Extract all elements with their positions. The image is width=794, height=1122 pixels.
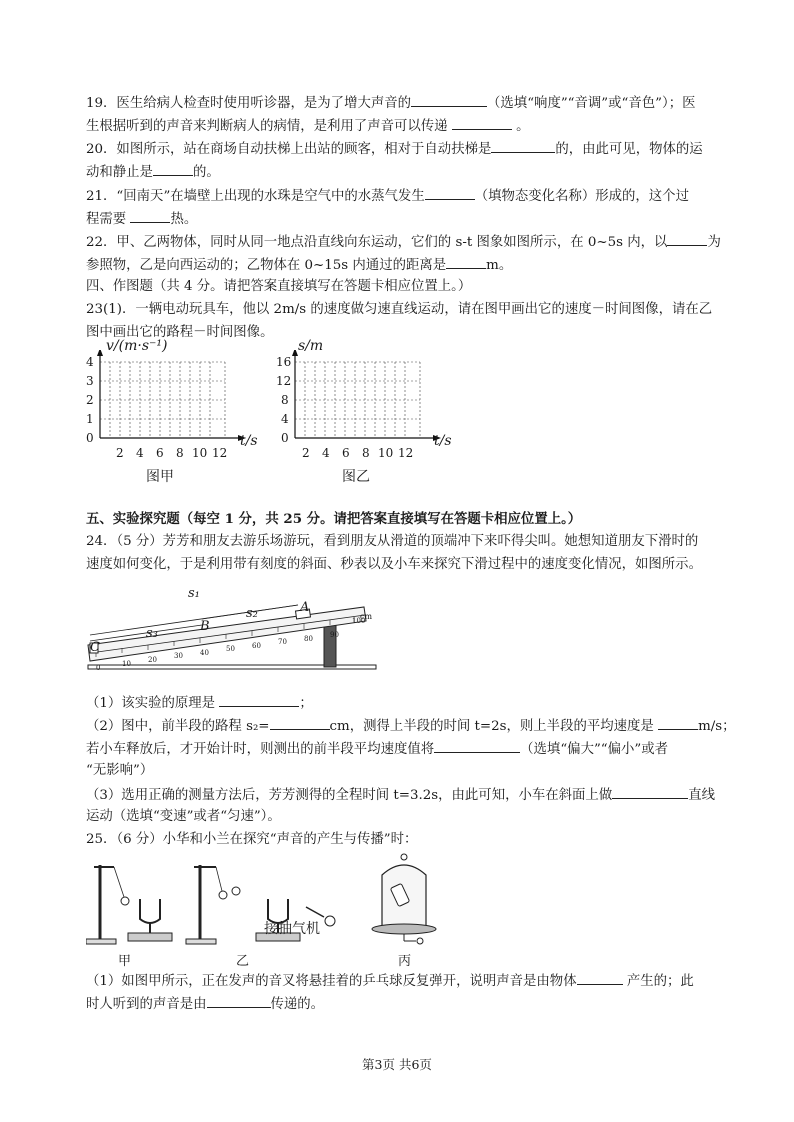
q22-line2: 参照物，乙是向西运动的；乙物体在 0~15s 内通过的距离是 m。 (86, 254, 726, 276)
q24-sub3-line2: 运动（选填“变速”或者“匀速”）。 (86, 809, 281, 824)
q24-line2: 速度如何变化，于是利用带有刻度的斜面、秒表以及小车来探究下滑过程中的速度变化情况，如图所示。 (86, 557, 702, 572)
scale-mark: 100 (352, 617, 366, 625)
ytick: 4 (86, 355, 94, 369)
q24-sub1: （1）该实验的原理是 ； (86, 692, 726, 714)
xtick: 12 (398, 446, 414, 460)
q25-sub1-line1: （1）如图甲所示，正在发声的音叉将悬挂着的乒乓球反复弹开，说明声音是由物体 产生的；此 (86, 970, 726, 992)
q24-sub3-line1: （3）选用正确的测量方法后，芳芳测得的全程时间 t=3.2s，由此可知，小车在斜面上做 直线 (86, 784, 726, 806)
q19-line2: 生根据听到的声音来判断病人的病情，是利用了声音可以传递 。 (86, 115, 726, 137)
q20-line2: 动和静止是 的。 (86, 161, 726, 183)
xtick: 8 (176, 446, 184, 460)
ytick: 8 (281, 393, 289, 407)
xtick: 10 (378, 446, 394, 460)
q20-line1: 20．如图所示，站在商场自动扶梯上出站的顾客，相对于自动扶梯是 的，由此可见，物体的运 (86, 138, 726, 160)
ytick: 0 (281, 431, 289, 445)
q24-line1: 24．（5 分）芳芳和朋友去游乐场游玩，看到朋友从滑道的顶端冲下来吓得尖叫。她想知道朋友下滑时的 (86, 534, 699, 549)
pump-label: 接抽气机 (264, 921, 320, 937)
scale-mark: 30 (174, 652, 183, 660)
answer-blank[interactable] (658, 715, 698, 730)
q25-intro: 25．（6 分）小华和小兰在探究“声音的产生与传播”时： (86, 832, 418, 847)
ytick: 3 (86, 374, 94, 388)
q19-line1: 19．医生给病人检查时使用听诊器，是为了增大声音的 （选填“响度”“音调”或“音色”）；医 (86, 92, 726, 114)
q21-line2: 程需要 热。 (86, 208, 726, 230)
label-C: C (90, 640, 100, 655)
ytick: 12 (276, 374, 292, 388)
xtick: 4 (322, 446, 330, 460)
scale-mark: 80 (304, 635, 313, 643)
q24-sub2-line3: “无影响”） (86, 763, 154, 778)
q21-line1: 21．“回南天”在墙壁上出现的水珠是空气中的水蒸气发生 （填物态变化名称）形成的，这个过 (86, 185, 726, 207)
graph-s-xlabel: t/s (434, 433, 452, 449)
answer-blank[interactable] (411, 92, 487, 107)
xtick: 6 (156, 446, 164, 460)
answer-blank[interactable] (425, 185, 475, 200)
scale-mark: 0 (96, 664, 101, 672)
scale-mark: 90 (330, 631, 339, 639)
section-4-heading: 四、作图题（共 4 分。请把答案直接填写在答题卡相应位置上。） (86, 279, 472, 294)
label-B: B (200, 619, 210, 634)
graph-v-xlabel: t/s (240, 433, 258, 449)
label-A: A (300, 600, 310, 615)
scale-mark: 60 (252, 642, 261, 650)
scale-mark: 40 (200, 649, 209, 657)
fig-label-jia: 甲 (118, 954, 132, 969)
answer-blank[interactable] (452, 115, 512, 130)
scale-mark: 70 (278, 638, 287, 646)
scale-mark: 20 (148, 656, 157, 664)
section-5-heading: 五、实验探究题（每空 1 分，共 25 分。请把答案直接填写在答题卡相应位置上。） (86, 511, 582, 527)
ytick: 1 (86, 412, 94, 426)
xtick: 6 (342, 446, 350, 460)
q22-line1: 22．甲、乙两物体，同时从同一地点沿直线向东运动，它们的 s-t 图象如图所示，在 0~5s 内，以 为 (86, 231, 726, 253)
graph-v-ylabel: v/(m·s⁻¹) (106, 338, 168, 354)
answer-blank[interactable] (612, 784, 688, 799)
q24-sub2-line1: （2）图中，前半段的路程 s₂= cm，测得上半段的时间 t=2s，则上半段的平均速度是 m/s； (86, 715, 726, 737)
label-s2: s₂ (246, 606, 258, 621)
q23-line1: 23(1)．一辆电动玩具车，他以 2m/s 的速度做匀速直线运动，请在图甲画出它的速度－时间图像，请在乙 (86, 302, 713, 317)
answer-blank[interactable] (577, 970, 623, 985)
label-s1: s₁ (188, 586, 200, 601)
page-footer: 第3页 共6页 (362, 1057, 432, 1072)
answer-blank[interactable] (130, 208, 170, 223)
graph-v-grid[interactable] (80, 350, 270, 470)
label-unit: cm (360, 612, 373, 621)
answer-blank[interactable] (153, 161, 193, 176)
q23-line2: 图中画出它的路程－时间图像。 (86, 325, 274, 340)
answer-blank[interactable] (207, 993, 271, 1008)
answer-blank[interactable] (219, 692, 299, 707)
xtick: 2 (302, 446, 310, 460)
ytick: 2 (86, 393, 94, 407)
graph-s-caption: 图乙 (342, 469, 370, 485)
xtick: 8 (362, 446, 370, 460)
ytick: 4 (281, 412, 289, 426)
answer-blank[interactable] (491, 138, 555, 153)
incline-figure (86, 585, 386, 685)
xtick: 10 (192, 446, 208, 460)
xtick: 2 (116, 446, 124, 460)
answer-blank[interactable] (270, 715, 330, 730)
xtick: 4 (136, 446, 144, 460)
ytick: 16 (276, 355, 292, 369)
q25-sub1-line2: 时人听到的声音是由 传递的。 (86, 993, 726, 1015)
scale-mark: 50 (226, 645, 235, 653)
answer-blank[interactable] (446, 254, 486, 269)
fig-label-yi: 乙 (236, 954, 250, 969)
scale-mark: 10 (122, 660, 131, 668)
graph-s-ylabel: s/m (298, 338, 324, 354)
label-s3: s₃ (146, 626, 158, 641)
answer-blank[interactable] (667, 231, 707, 246)
ytick: 0 (86, 431, 94, 445)
graph-v-caption: 图甲 (146, 469, 174, 485)
q24-sub2-line2: 若小车释放后，才开始计时，则测出的前半段平均速度值将 （选填“偏大”“偏小”或者 (86, 738, 726, 760)
fig-label-bing: 丙 (398, 954, 412, 969)
answer-blank[interactable] (434, 738, 520, 753)
xtick: 12 (212, 446, 228, 460)
